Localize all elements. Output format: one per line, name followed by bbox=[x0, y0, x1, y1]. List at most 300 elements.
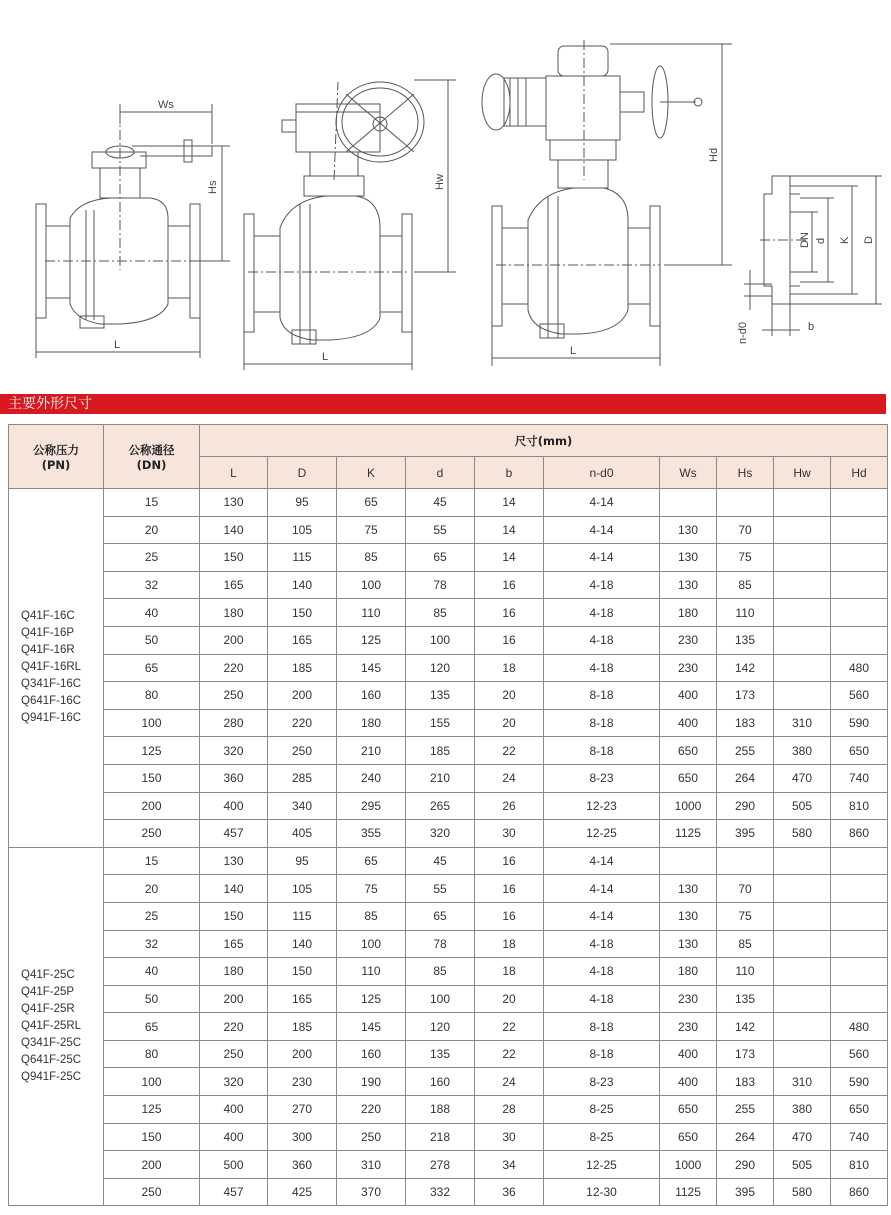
table-row bbox=[9, 737, 888, 765]
dn-cell: 200 bbox=[104, 1151, 200, 1179]
value-cell: 140 bbox=[268, 930, 337, 958]
value-cell: 22 bbox=[475, 1040, 544, 1068]
value-cell: 130 bbox=[660, 875, 717, 903]
technical-drawings bbox=[0, 0, 891, 380]
dn-cell: 80 bbox=[104, 682, 200, 710]
dn-cell: 125 bbox=[104, 737, 200, 765]
dimensions-table-wrapper bbox=[8, 424, 887, 1206]
value-cell: 230 bbox=[660, 985, 717, 1013]
value-cell bbox=[831, 626, 888, 654]
value-cell: 480 bbox=[831, 1013, 888, 1041]
value-cell: 220 bbox=[200, 1013, 268, 1041]
header-col-2: K bbox=[337, 457, 406, 489]
label-d-small: d bbox=[815, 237, 827, 244]
value-cell: 75 bbox=[717, 544, 774, 572]
value-cell: 8-18 bbox=[544, 1013, 660, 1041]
value-cell bbox=[774, 847, 831, 875]
dn-cell: 250 bbox=[104, 1178, 200, 1206]
header-col-8: Hw bbox=[774, 457, 831, 489]
value-cell: 160 bbox=[406, 1068, 475, 1096]
label-hd: Hd bbox=[708, 147, 720, 162]
value-cell: 16 bbox=[475, 599, 544, 627]
gear-valve-drawing bbox=[244, 80, 456, 370]
table-row bbox=[9, 792, 888, 820]
value-cell: 255 bbox=[717, 737, 774, 765]
model-name: Q341F-25C bbox=[21, 1037, 82, 1050]
header-dn-line1: 公称通径 bbox=[128, 442, 175, 457]
value-cell: 180 bbox=[200, 958, 268, 986]
value-cell: 400 bbox=[200, 1096, 268, 1124]
value-cell: 4-18 bbox=[544, 985, 660, 1013]
value-cell: 130 bbox=[660, 516, 717, 544]
value-cell: 145 bbox=[337, 1013, 406, 1041]
value-cell: 320 bbox=[200, 1068, 268, 1096]
value-cell: 160 bbox=[337, 682, 406, 710]
value-cell: 173 bbox=[717, 682, 774, 710]
value-cell bbox=[774, 930, 831, 958]
label-b: b bbox=[808, 321, 815, 333]
header-pn bbox=[9, 425, 104, 489]
value-cell bbox=[831, 489, 888, 517]
value-cell: 130 bbox=[660, 930, 717, 958]
value-cell: 110 bbox=[717, 599, 774, 627]
value-cell: 130 bbox=[660, 571, 717, 599]
value-cell: 183 bbox=[717, 709, 774, 737]
value-cell: 180 bbox=[660, 599, 717, 627]
value-cell: 200 bbox=[268, 682, 337, 710]
table-row bbox=[9, 571, 888, 599]
model-name: Q41F-25P bbox=[21, 986, 75, 999]
dn-cell: 65 bbox=[104, 654, 200, 682]
value-cell: 425 bbox=[268, 1178, 337, 1206]
value-cell: 405 bbox=[268, 820, 337, 848]
label-k: K bbox=[839, 236, 851, 244]
model-name: Q641F-25C bbox=[21, 1054, 82, 1067]
table-row bbox=[9, 1013, 888, 1041]
value-cell: 20 bbox=[475, 985, 544, 1013]
value-cell: 34 bbox=[475, 1151, 544, 1179]
value-cell: 8-25 bbox=[544, 1123, 660, 1151]
table-body bbox=[9, 489, 888, 1206]
value-cell: 4-18 bbox=[544, 599, 660, 627]
dn-cell: 40 bbox=[104, 958, 200, 986]
value-cell: 1000 bbox=[660, 792, 717, 820]
header-col-5: n-d0 bbox=[544, 457, 660, 489]
dn-cell: 125 bbox=[104, 1096, 200, 1124]
value-cell: 16 bbox=[475, 626, 544, 654]
value-cell: 165 bbox=[200, 930, 268, 958]
value-cell: 55 bbox=[406, 516, 475, 544]
value-cell: 560 bbox=[831, 682, 888, 710]
table-row bbox=[9, 958, 888, 986]
value-cell: 860 bbox=[831, 1178, 888, 1206]
value-cell: 650 bbox=[660, 1123, 717, 1151]
value-cell: 180 bbox=[660, 958, 717, 986]
value-cell: 142 bbox=[717, 1013, 774, 1041]
label-l-2: L bbox=[322, 351, 329, 363]
value-cell: 4-14 bbox=[544, 516, 660, 544]
value-cell bbox=[831, 516, 888, 544]
value-cell: 332 bbox=[406, 1178, 475, 1206]
header-pn-line2: (PN) bbox=[41, 457, 71, 472]
value-cell: 24 bbox=[475, 1068, 544, 1096]
value-cell bbox=[774, 1013, 831, 1041]
value-cell: 278 bbox=[406, 1151, 475, 1179]
value-cell bbox=[831, 599, 888, 627]
value-cell: 8-18 bbox=[544, 737, 660, 765]
value-cell: 160 bbox=[337, 1040, 406, 1068]
value-cell: 310 bbox=[774, 1068, 831, 1096]
value-cell: 16 bbox=[475, 875, 544, 903]
label-nd0: n-d0 bbox=[737, 321, 749, 344]
value-cell: 8-18 bbox=[544, 682, 660, 710]
value-cell: 145 bbox=[337, 654, 406, 682]
value-cell: 650 bbox=[660, 1096, 717, 1124]
value-cell: 12-23 bbox=[544, 792, 660, 820]
header-col-9: Hd bbox=[831, 457, 888, 489]
value-cell: 130 bbox=[660, 544, 717, 572]
value-cell: 230 bbox=[660, 626, 717, 654]
value-cell bbox=[831, 571, 888, 599]
value-cell bbox=[717, 847, 774, 875]
value-cell bbox=[774, 875, 831, 903]
value-cell: 400 bbox=[660, 1068, 717, 1096]
value-cell: 320 bbox=[406, 820, 475, 848]
value-cell: 135 bbox=[717, 985, 774, 1013]
header-col-4: b bbox=[475, 457, 544, 489]
value-cell: 4-14 bbox=[544, 489, 660, 517]
dn-cell: 32 bbox=[104, 571, 200, 599]
value-cell: 250 bbox=[337, 1123, 406, 1151]
value-cell bbox=[774, 571, 831, 599]
header-col-6: Ws bbox=[660, 457, 717, 489]
value-cell: 8-23 bbox=[544, 764, 660, 792]
table-row bbox=[9, 1123, 888, 1151]
value-cell: 240 bbox=[337, 764, 406, 792]
dn-cell: 50 bbox=[104, 985, 200, 1013]
value-cell: 18 bbox=[475, 958, 544, 986]
label-dn: DN bbox=[799, 232, 811, 248]
value-cell: 400 bbox=[660, 709, 717, 737]
value-cell: 75 bbox=[717, 902, 774, 930]
value-cell: 16 bbox=[475, 847, 544, 875]
value-cell: 810 bbox=[831, 792, 888, 820]
value-cell: 85 bbox=[406, 958, 475, 986]
value-cell: 45 bbox=[406, 489, 475, 517]
value-cell: 125 bbox=[337, 985, 406, 1013]
value-cell bbox=[774, 682, 831, 710]
value-cell: 4-14 bbox=[544, 847, 660, 875]
value-cell: 115 bbox=[268, 544, 337, 572]
value-cell: 560 bbox=[831, 1040, 888, 1068]
value-cell: 650 bbox=[831, 1096, 888, 1124]
model-name: Q41F-25C bbox=[21, 969, 75, 982]
value-cell: 130 bbox=[200, 847, 268, 875]
value-cell: 100 bbox=[406, 985, 475, 1013]
value-cell: 185 bbox=[406, 737, 475, 765]
value-cell: 150 bbox=[200, 544, 268, 572]
dn-cell: 50 bbox=[104, 626, 200, 654]
value-cell: 200 bbox=[268, 1040, 337, 1068]
value-cell bbox=[717, 489, 774, 517]
value-cell: 28 bbox=[475, 1096, 544, 1124]
section-title-banner bbox=[0, 394, 886, 414]
value-cell: 100 bbox=[337, 571, 406, 599]
table-row bbox=[9, 709, 888, 737]
model-name: Q41F-16RL bbox=[21, 661, 82, 674]
value-cell: 255 bbox=[717, 1096, 774, 1124]
value-cell: 14 bbox=[475, 489, 544, 517]
value-cell: 8-23 bbox=[544, 1068, 660, 1096]
value-cell: 110 bbox=[337, 958, 406, 986]
value-cell: 1125 bbox=[660, 1178, 717, 1206]
label-l-3: L bbox=[570, 345, 577, 357]
value-cell bbox=[774, 626, 831, 654]
dn-cell: 250 bbox=[104, 820, 200, 848]
table-row bbox=[9, 820, 888, 848]
value-cell bbox=[831, 985, 888, 1013]
table-row bbox=[9, 1096, 888, 1124]
header-col-7: Hs bbox=[717, 457, 774, 489]
value-cell: 740 bbox=[831, 1123, 888, 1151]
value-cell: 135 bbox=[406, 1040, 475, 1068]
value-cell: 270 bbox=[268, 1096, 337, 1124]
value-cell: 370 bbox=[337, 1178, 406, 1206]
value-cell: 22 bbox=[475, 737, 544, 765]
value-cell: 250 bbox=[200, 682, 268, 710]
value-cell: 78 bbox=[406, 930, 475, 958]
value-cell: 250 bbox=[268, 737, 337, 765]
value-cell bbox=[831, 902, 888, 930]
table-row bbox=[9, 764, 888, 792]
value-cell: 400 bbox=[660, 682, 717, 710]
value-cell: 20 bbox=[475, 682, 544, 710]
label-hw: Hw bbox=[434, 174, 446, 190]
value-cell: 505 bbox=[774, 792, 831, 820]
value-cell: 188 bbox=[406, 1096, 475, 1124]
value-cell: 230 bbox=[268, 1068, 337, 1096]
dn-cell: 20 bbox=[104, 516, 200, 544]
value-cell: 400 bbox=[200, 1123, 268, 1151]
value-cell: 130 bbox=[200, 489, 268, 517]
value-cell bbox=[774, 1040, 831, 1068]
value-cell: 85 bbox=[717, 930, 774, 958]
table-row bbox=[9, 1068, 888, 1096]
dn-cell: 150 bbox=[104, 764, 200, 792]
value-cell: 380 bbox=[774, 1096, 831, 1124]
value-cell: 65 bbox=[406, 902, 475, 930]
label-hs: Hs bbox=[207, 180, 219, 194]
value-cell: 85 bbox=[337, 544, 406, 572]
value-cell bbox=[774, 902, 831, 930]
value-cell: 85 bbox=[717, 571, 774, 599]
value-cell: 500 bbox=[200, 1151, 268, 1179]
value-cell: 320 bbox=[200, 737, 268, 765]
table-row bbox=[9, 847, 888, 875]
value-cell: 505 bbox=[774, 1151, 831, 1179]
value-cell bbox=[774, 599, 831, 627]
value-cell: 1000 bbox=[660, 1151, 717, 1179]
value-cell: 355 bbox=[337, 820, 406, 848]
value-cell: 8-18 bbox=[544, 1040, 660, 1068]
value-cell bbox=[660, 847, 717, 875]
value-cell: 265 bbox=[406, 792, 475, 820]
value-cell: 4-14 bbox=[544, 544, 660, 572]
value-cell: 457 bbox=[200, 1178, 268, 1206]
value-cell: 12-25 bbox=[544, 1151, 660, 1179]
value-cell: 135 bbox=[406, 682, 475, 710]
value-cell: 4-14 bbox=[544, 875, 660, 903]
label-l-1: L bbox=[114, 339, 121, 351]
header-dn bbox=[104, 425, 200, 489]
header-col-3: d bbox=[406, 457, 475, 489]
value-cell: 30 bbox=[475, 820, 544, 848]
value-cell: 75 bbox=[337, 516, 406, 544]
value-cell: 130 bbox=[660, 902, 717, 930]
value-cell: 8-18 bbox=[544, 709, 660, 737]
value-cell: 110 bbox=[717, 958, 774, 986]
value-cell: 4-18 bbox=[544, 654, 660, 682]
table-row bbox=[9, 682, 888, 710]
value-cell: 110 bbox=[337, 599, 406, 627]
table-row bbox=[9, 516, 888, 544]
value-cell: 105 bbox=[268, 875, 337, 903]
value-cell: 470 bbox=[774, 764, 831, 792]
value-cell: 400 bbox=[660, 1040, 717, 1068]
header-dimensions: 尺寸(mm) bbox=[200, 425, 888, 457]
value-cell: 85 bbox=[406, 599, 475, 627]
value-cell: 360 bbox=[200, 764, 268, 792]
value-cell: 650 bbox=[660, 737, 717, 765]
value-cell bbox=[774, 958, 831, 986]
value-cell: 180 bbox=[337, 709, 406, 737]
value-cell: 14 bbox=[475, 544, 544, 572]
value-cell: 173 bbox=[717, 1040, 774, 1068]
value-cell: 100 bbox=[406, 626, 475, 654]
value-cell: 480 bbox=[831, 654, 888, 682]
value-cell: 810 bbox=[831, 1151, 888, 1179]
model-group-cell bbox=[9, 489, 104, 848]
flange-detail-drawing bbox=[744, 176, 882, 336]
header-col-1: D bbox=[268, 457, 337, 489]
value-cell: 18 bbox=[475, 930, 544, 958]
value-cell: 95 bbox=[268, 847, 337, 875]
value-cell: 8-25 bbox=[544, 1096, 660, 1124]
value-cell: 264 bbox=[717, 764, 774, 792]
value-cell: 290 bbox=[717, 1151, 774, 1179]
table-row bbox=[9, 1178, 888, 1206]
value-cell bbox=[831, 544, 888, 572]
table-row bbox=[9, 1151, 888, 1179]
value-cell: 140 bbox=[200, 875, 268, 903]
value-cell: 400 bbox=[200, 792, 268, 820]
table-row bbox=[9, 544, 888, 572]
value-cell bbox=[660, 489, 717, 517]
value-cell: 310 bbox=[774, 709, 831, 737]
value-cell: 183 bbox=[717, 1068, 774, 1096]
value-cell: 26 bbox=[475, 792, 544, 820]
value-cell: 165 bbox=[200, 571, 268, 599]
table-row bbox=[9, 875, 888, 903]
value-cell: 150 bbox=[200, 902, 268, 930]
dimensions-table bbox=[8, 424, 888, 1206]
value-cell bbox=[831, 847, 888, 875]
dn-cell: 80 bbox=[104, 1040, 200, 1068]
value-cell: 590 bbox=[831, 709, 888, 737]
value-cell bbox=[831, 875, 888, 903]
model-group-cell bbox=[9, 847, 104, 1206]
value-cell: 65 bbox=[406, 544, 475, 572]
value-cell: 4-18 bbox=[544, 958, 660, 986]
value-cell: 4-18 bbox=[544, 626, 660, 654]
value-cell: 220 bbox=[268, 709, 337, 737]
value-cell: 140 bbox=[268, 571, 337, 599]
model-name: Q941F-25C bbox=[21, 1071, 82, 1084]
value-cell: 4-14 bbox=[544, 902, 660, 930]
value-cell: 650 bbox=[831, 737, 888, 765]
table-row bbox=[9, 654, 888, 682]
section-title: 主要外形尺寸 bbox=[8, 396, 92, 412]
value-cell: 150 bbox=[268, 958, 337, 986]
dn-cell: 32 bbox=[104, 930, 200, 958]
dn-cell: 25 bbox=[104, 902, 200, 930]
value-cell bbox=[774, 489, 831, 517]
value-cell: 218 bbox=[406, 1123, 475, 1151]
model-name: Q41F-16P bbox=[21, 627, 75, 640]
header-pn-line1: 公称压力 bbox=[33, 442, 79, 457]
table-row bbox=[9, 985, 888, 1013]
value-cell: 180 bbox=[200, 599, 268, 627]
value-cell: 24 bbox=[475, 764, 544, 792]
value-cell: 135 bbox=[717, 626, 774, 654]
value-cell: 220 bbox=[200, 654, 268, 682]
value-cell: 75 bbox=[337, 875, 406, 903]
value-cell: 12-25 bbox=[544, 820, 660, 848]
table-row bbox=[9, 930, 888, 958]
value-cell: 16 bbox=[475, 571, 544, 599]
dn-cell: 15 bbox=[104, 847, 200, 875]
value-cell: 580 bbox=[774, 820, 831, 848]
value-cell: 36 bbox=[475, 1178, 544, 1206]
label-d-large: D bbox=[863, 236, 875, 244]
value-cell: 740 bbox=[831, 764, 888, 792]
value-cell: 580 bbox=[774, 1178, 831, 1206]
value-cell: 395 bbox=[717, 820, 774, 848]
value-cell: 185 bbox=[268, 1013, 337, 1041]
value-cell: 150 bbox=[268, 599, 337, 627]
value-cell: 120 bbox=[406, 1013, 475, 1041]
value-cell: 340 bbox=[268, 792, 337, 820]
dn-cell: 100 bbox=[104, 1068, 200, 1096]
value-cell: 295 bbox=[337, 792, 406, 820]
value-cell: 22 bbox=[475, 1013, 544, 1041]
electric-valve-drawing bbox=[482, 40, 732, 366]
value-cell: 285 bbox=[268, 764, 337, 792]
value-cell: 185 bbox=[268, 654, 337, 682]
value-cell: 65 bbox=[337, 489, 406, 517]
value-cell: 120 bbox=[406, 654, 475, 682]
value-cell bbox=[831, 958, 888, 986]
value-cell: 1125 bbox=[660, 820, 717, 848]
value-cell: 300 bbox=[268, 1123, 337, 1151]
value-cell: 210 bbox=[406, 764, 475, 792]
value-cell: 45 bbox=[406, 847, 475, 875]
value-cell: 4-18 bbox=[544, 930, 660, 958]
value-cell: 395 bbox=[717, 1178, 774, 1206]
value-cell: 78 bbox=[406, 571, 475, 599]
value-cell: 70 bbox=[717, 875, 774, 903]
value-cell: 165 bbox=[268, 626, 337, 654]
